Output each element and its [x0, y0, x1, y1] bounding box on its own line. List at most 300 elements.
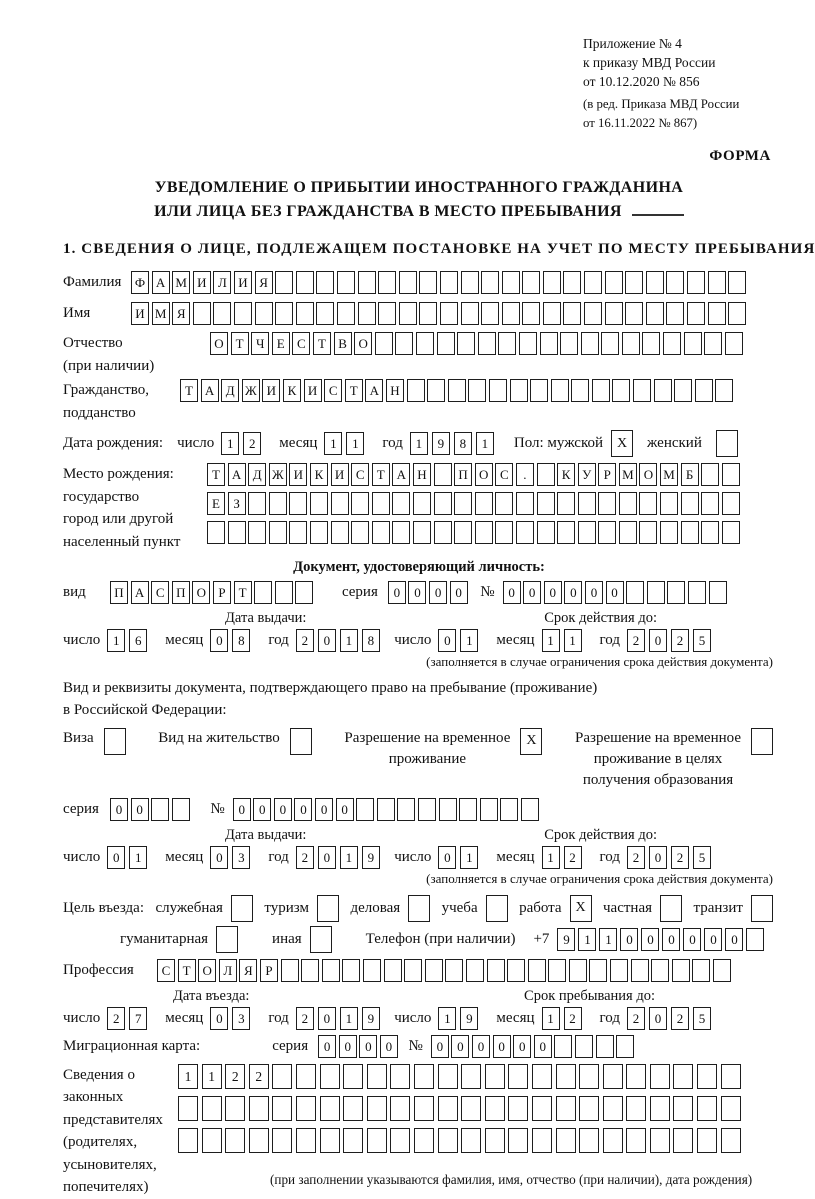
givenname-cell[interactable]: [563, 302, 581, 325]
legal-reps-cell[interactable]: [673, 1128, 693, 1153]
givenname-cell[interactable]: [419, 302, 437, 325]
doc-issue-year-cell[interactable]: 2: [296, 629, 314, 652]
entry-day-cell[interactable]: 2: [107, 1007, 125, 1030]
res-issue-month-cell[interactable]: 3: [232, 846, 250, 869]
birthplace-cell[interactable]: [578, 521, 596, 544]
doc-expiry-month-cell[interactable]: 1: [542, 629, 560, 652]
stay-day-cell[interactable]: 1: [438, 1007, 456, 1030]
birthplace-cell[interactable]: [248, 521, 266, 544]
patronymic-cell[interactable]: [642, 332, 660, 355]
patronymic-cell[interactable]: [601, 332, 619, 355]
res-series-cell[interactable]: [172, 798, 190, 821]
res-expiry-year-cell[interactable]: 2: [671, 846, 689, 869]
citizenship-cell[interactable]: [427, 379, 445, 402]
doc-issue-month-cell[interactable]: 0: [210, 629, 228, 652]
profession-cell[interactable]: Т: [178, 959, 196, 982]
profession-cell[interactable]: [281, 959, 299, 982]
temp-permit-checkbox[interactable]: X: [520, 728, 542, 755]
entry-year-cell[interactable]: 2: [296, 1007, 314, 1030]
givenname-cell[interactable]: [316, 302, 334, 325]
birthplace-cell[interactable]: А: [392, 463, 410, 486]
patronymic-cell[interactable]: [725, 332, 743, 355]
phone-digit-cell[interactable]: 0: [641, 928, 659, 951]
birth-month-cell[interactable]: 1: [324, 432, 342, 455]
birthplace-cell[interactable]: [722, 463, 740, 486]
birthplace-cell[interactable]: [681, 521, 699, 544]
legal-reps-cell[interactable]: [532, 1064, 552, 1089]
purpose-tranzit-checkbox[interactable]: [751, 895, 773, 922]
doc-number-cell[interactable]: [667, 581, 685, 604]
legal-reps-cell[interactable]: [367, 1096, 387, 1121]
legal-reps-cell[interactable]: [697, 1128, 717, 1153]
birthplace-cell[interactable]: К: [310, 463, 328, 486]
profession-cell[interactable]: Я: [239, 959, 257, 982]
birthplace-cell[interactable]: [598, 521, 616, 544]
stay-year-cell[interactable]: 5: [693, 1007, 711, 1030]
phone-digit-cell[interactable]: 0: [620, 928, 638, 951]
doc-issue-year-cell[interactable]: 1: [340, 629, 358, 652]
res-number-cell[interactable]: [418, 798, 436, 821]
legal-reps-cell[interactable]: [532, 1128, 552, 1153]
surname-cell[interactable]: И: [234, 271, 252, 294]
doc-expiry-year-cell[interactable]: 5: [693, 629, 711, 652]
legal-reps-cell[interactable]: [579, 1064, 599, 1089]
surname-cell[interactable]: [605, 271, 623, 294]
res-expiry-month-cell[interactable]: 2: [564, 846, 582, 869]
legal-reps-cell[interactable]: 2: [225, 1064, 245, 1089]
entry-year-cell[interactable]: 1: [340, 1007, 358, 1030]
birthplace-cell[interactable]: [392, 521, 410, 544]
res-number-cell[interactable]: [439, 798, 457, 821]
legal-reps-cell[interactable]: [485, 1096, 505, 1121]
doc-issue-year-cell[interactable]: 8: [362, 629, 380, 652]
profession-cell[interactable]: [445, 959, 463, 982]
purpose-rabota-checkbox[interactable]: X: [570, 895, 592, 922]
res-expiry-day-cell[interactable]: 0: [438, 846, 456, 869]
citizenship-cell[interactable]: К: [283, 379, 301, 402]
birthplace-cell[interactable]: [557, 521, 575, 544]
givenname-cell[interactable]: [646, 302, 664, 325]
birthplace-cell[interactable]: [434, 463, 452, 486]
phone-digit-cell[interactable]: 0: [704, 928, 722, 951]
birthplace-cell[interactable]: [413, 521, 431, 544]
migration-number-cell[interactable]: 0: [534, 1035, 552, 1058]
doc-type-cell[interactable]: [254, 581, 272, 604]
citizenship-cell[interactable]: [551, 379, 569, 402]
legal-reps-cell[interactable]: [697, 1096, 717, 1121]
profession-cell[interactable]: Л: [219, 959, 237, 982]
legal-reps-cell[interactable]: [438, 1128, 458, 1153]
surname-cell[interactable]: [481, 271, 499, 294]
legal-reps-cell[interactable]: [343, 1096, 363, 1121]
res-issue-year-cell[interactable]: 9: [362, 846, 380, 869]
migration-number-cell[interactable]: [554, 1035, 572, 1058]
doc-type-cell[interactable]: А: [131, 581, 149, 604]
surname-cell[interactable]: М: [172, 271, 190, 294]
birthplace-cell[interactable]: К: [557, 463, 575, 486]
res-issue-day-cell[interactable]: 0: [107, 846, 125, 869]
surname-cell[interactable]: [502, 271, 520, 294]
patronymic-cell[interactable]: [519, 332, 537, 355]
legal-reps-cell[interactable]: 1: [202, 1064, 222, 1089]
birthplace-cell[interactable]: [351, 521, 369, 544]
profession-cell[interactable]: [610, 959, 628, 982]
legal-reps-cell[interactable]: [296, 1064, 316, 1089]
legal-reps-cell[interactable]: [508, 1064, 528, 1089]
migration-number-cell[interactable]: [596, 1035, 614, 1058]
birthplace-cell[interactable]: [660, 521, 678, 544]
patronymic-cell[interactable]: [704, 332, 722, 355]
surname-cell[interactable]: [316, 271, 334, 294]
birthplace-cell[interactable]: Н: [413, 463, 431, 486]
res-issue-year-cell[interactable]: 2: [296, 846, 314, 869]
res-number-cell[interactable]: [377, 798, 395, 821]
givenname-cell[interactable]: [461, 302, 479, 325]
citizenship-cell[interactable]: С: [324, 379, 342, 402]
patronymic-cell[interactable]: Т: [313, 332, 331, 355]
stay-month-cell[interactable]: 1: [542, 1007, 560, 1030]
migration-series-cell[interactable]: 0: [318, 1035, 336, 1058]
legal-reps-cell[interactable]: [721, 1064, 741, 1089]
givenname-cell[interactable]: [522, 302, 540, 325]
surname-cell[interactable]: [522, 271, 540, 294]
patronymic-cell[interactable]: [684, 332, 702, 355]
surname-cell[interactable]: [440, 271, 458, 294]
birthplace-cell[interactable]: [413, 492, 431, 515]
citizenship-cell[interactable]: Т: [180, 379, 198, 402]
surname-cell[interactable]: [378, 271, 396, 294]
legal-reps-cell[interactable]: [603, 1096, 623, 1121]
patronymic-cell[interactable]: [457, 332, 475, 355]
profession-cell[interactable]: [569, 959, 587, 982]
legal-reps-cell[interactable]: [320, 1128, 340, 1153]
birthplace-cell[interactable]: Д: [248, 463, 266, 486]
citizenship-cell[interactable]: Ж: [242, 379, 260, 402]
surname-cell[interactable]: [337, 271, 355, 294]
surname-cell[interactable]: [646, 271, 664, 294]
res-number-cell[interactable]: [480, 798, 498, 821]
legal-reps-cell[interactable]: [414, 1128, 434, 1153]
doc-number-cell[interactable]: [626, 581, 644, 604]
doc-number-cell[interactable]: 0: [585, 581, 603, 604]
patronymic-cell[interactable]: Т: [231, 332, 249, 355]
citizenship-cell[interactable]: А: [201, 379, 219, 402]
profession-cell[interactable]: [528, 959, 546, 982]
givenname-cell[interactable]: [625, 302, 643, 325]
doc-expiry-year-cell[interactable]: 2: [627, 629, 645, 652]
birth-day-cell[interactable]: 2: [243, 432, 261, 455]
surname-cell[interactable]: [584, 271, 602, 294]
residence-permit-checkbox[interactable]: [290, 728, 312, 755]
profession-cell[interactable]: С: [157, 959, 175, 982]
legal-reps-cell[interactable]: [272, 1096, 292, 1121]
stay-year-cell[interactable]: 0: [649, 1007, 667, 1030]
res-number-cell[interactable]: 0: [336, 798, 354, 821]
legal-reps-cell[interactable]: [650, 1128, 670, 1153]
birthplace-cell[interactable]: М: [619, 463, 637, 486]
profession-cell[interactable]: О: [198, 959, 216, 982]
phone-digit-cell[interactable]: 0: [725, 928, 743, 951]
citizenship-cell[interactable]: [407, 379, 425, 402]
birth-month-cell[interactable]: 1: [346, 432, 364, 455]
birthplace-cell[interactable]: [722, 492, 740, 515]
legal-reps-cell[interactable]: [296, 1128, 316, 1153]
res-issue-year-cell[interactable]: 0: [318, 846, 336, 869]
citizenship-cell[interactable]: И: [304, 379, 322, 402]
patronymic-cell[interactable]: О: [354, 332, 372, 355]
legal-reps-cell[interactable]: [320, 1096, 340, 1121]
doc-number-cell[interactable]: [709, 581, 727, 604]
surname-cell[interactable]: [666, 271, 684, 294]
birthplace-cell[interactable]: [310, 492, 328, 515]
legal-reps-cell[interactable]: [721, 1128, 741, 1153]
citizenship-cell[interactable]: [448, 379, 466, 402]
res-issue-month-cell[interactable]: 0: [210, 846, 228, 869]
citizenship-cell[interactable]: А: [365, 379, 383, 402]
legal-reps-cell[interactable]: [461, 1128, 481, 1153]
birthplace-cell[interactable]: [516, 492, 534, 515]
surname-cell[interactable]: [461, 271, 479, 294]
legal-reps-cell[interactable]: [367, 1064, 387, 1089]
givenname-cell[interactable]: Я: [172, 302, 190, 325]
legal-reps-cell[interactable]: [508, 1128, 528, 1153]
stay-day-cell[interactable]: 9: [460, 1007, 478, 1030]
doc-number-cell[interactable]: 0: [503, 581, 521, 604]
birthplace-cell[interactable]: [619, 521, 637, 544]
sex-female-checkbox[interactable]: [716, 430, 738, 457]
legal-reps-cell[interactable]: [626, 1064, 646, 1089]
purpose-ucheba-checkbox[interactable]: [486, 895, 508, 922]
birthplace-cell[interactable]: [619, 492, 637, 515]
purpose-gumanitarnaya-checkbox[interactable]: [216, 926, 238, 953]
res-expiry-year-cell[interactable]: 2: [627, 846, 645, 869]
birthplace-cell[interactable]: [207, 521, 225, 544]
givenname-cell[interactable]: [275, 302, 293, 325]
legal-reps-cell[interactable]: [626, 1128, 646, 1153]
profession-cell[interactable]: [651, 959, 669, 982]
res-number-cell[interactable]: [356, 798, 374, 821]
citizenship-cell[interactable]: [612, 379, 630, 402]
migration-series-cell[interactable]: 0: [380, 1035, 398, 1058]
givenname-cell[interactable]: [234, 302, 252, 325]
profession-cell[interactable]: [466, 959, 484, 982]
birthplace-cell[interactable]: [248, 492, 266, 515]
givenname-cell[interactable]: [687, 302, 705, 325]
profession-cell[interactable]: [631, 959, 649, 982]
legal-reps-cell[interactable]: [508, 1096, 528, 1121]
legal-reps-cell[interactable]: [673, 1064, 693, 1089]
purpose-turizm-checkbox[interactable]: [317, 895, 339, 922]
profession-cell[interactable]: [363, 959, 381, 982]
profession-cell[interactable]: [713, 959, 731, 982]
res-expiry-year-cell[interactable]: 5: [693, 846, 711, 869]
birthplace-cell[interactable]: Р: [598, 463, 616, 486]
surname-cell[interactable]: [563, 271, 581, 294]
legal-reps-cell[interactable]: [367, 1128, 387, 1153]
birthplace-cell[interactable]: [289, 521, 307, 544]
givenname-cell[interactable]: И: [131, 302, 149, 325]
patronymic-cell[interactable]: [663, 332, 681, 355]
birthplace-cell[interactable]: .: [516, 463, 534, 486]
doc-expiry-day-cell[interactable]: 0: [438, 629, 456, 652]
givenname-cell[interactable]: [728, 302, 746, 325]
legal-reps-cell[interactable]: [202, 1128, 222, 1153]
surname-cell[interactable]: [358, 271, 376, 294]
profession-cell[interactable]: [425, 959, 443, 982]
migration-number-cell[interactable]: 0: [451, 1035, 469, 1058]
surname-cell[interactable]: [728, 271, 746, 294]
migration-number-cell[interactable]: 0: [431, 1035, 449, 1058]
doc-type-cell[interactable]: [275, 581, 293, 604]
birthplace-cell[interactable]: А: [228, 463, 246, 486]
res-series-cell[interactable]: [151, 798, 169, 821]
surname-cell[interactable]: [296, 271, 314, 294]
birthplace-cell[interactable]: [639, 521, 657, 544]
patronymic-cell[interactable]: [622, 332, 640, 355]
profession-cell[interactable]: [548, 959, 566, 982]
legal-reps-cell[interactable]: [721, 1096, 741, 1121]
patronymic-cell[interactable]: [560, 332, 578, 355]
legal-reps-cell[interactable]: [556, 1064, 576, 1089]
givenname-cell[interactable]: [399, 302, 417, 325]
res-number-cell[interactable]: [397, 798, 415, 821]
givenname-cell[interactable]: [213, 302, 231, 325]
profession-cell[interactable]: [487, 959, 505, 982]
birthplace-cell[interactable]: [310, 521, 328, 544]
legal-reps-cell[interactable]: [673, 1096, 693, 1121]
res-series-cell[interactable]: 0: [131, 798, 149, 821]
birthplace-cell[interactable]: [537, 463, 555, 486]
birthplace-cell[interactable]: [269, 521, 287, 544]
birthplace-cell[interactable]: С: [351, 463, 369, 486]
res-expiry-year-cell[interactable]: 0: [649, 846, 667, 869]
migration-series-cell[interactable]: 0: [339, 1035, 357, 1058]
givenname-cell[interactable]: [337, 302, 355, 325]
birthplace-cell[interactable]: [578, 492, 596, 515]
patronymic-cell[interactable]: С: [292, 332, 310, 355]
sex-male-checkbox[interactable]: X: [611, 430, 633, 457]
doc-expiry-year-cell[interactable]: 0: [649, 629, 667, 652]
legal-reps-cell[interactable]: [225, 1096, 245, 1121]
res-expiry-month-cell[interactable]: 1: [542, 846, 560, 869]
res-number-cell[interactable]: [459, 798, 477, 821]
legal-reps-cell[interactable]: [390, 1128, 410, 1153]
givenname-cell[interactable]: [378, 302, 396, 325]
birthplace-cell[interactable]: [269, 492, 287, 515]
birthplace-cell[interactable]: [537, 492, 555, 515]
migration-number-cell[interactable]: [575, 1035, 593, 1058]
surname-cell[interactable]: [543, 271, 561, 294]
birthplace-cell[interactable]: [331, 521, 349, 544]
phone-digit-cell[interactable]: 9: [557, 928, 575, 951]
legal-reps-cell[interactable]: [343, 1064, 363, 1089]
patronymic-cell[interactable]: [581, 332, 599, 355]
birthplace-cell[interactable]: [331, 492, 349, 515]
birthplace-cell[interactable]: С: [495, 463, 513, 486]
patronymic-cell[interactable]: Ч: [251, 332, 269, 355]
surname-cell[interactable]: [708, 271, 726, 294]
doc-series-cell[interactable]: 0: [429, 581, 447, 604]
birthplace-cell[interactable]: [598, 492, 616, 515]
legal-reps-cell[interactable]: [626, 1096, 646, 1121]
citizenship-cell[interactable]: [571, 379, 589, 402]
legal-reps-cell[interactable]: [390, 1096, 410, 1121]
citizenship-cell[interactable]: [715, 379, 733, 402]
edu-permit-checkbox[interactable]: [751, 728, 773, 755]
phone-digit-cell[interactable]: 1: [578, 928, 596, 951]
birthplace-cell[interactable]: Т: [372, 463, 390, 486]
patronymic-cell[interactable]: [540, 332, 558, 355]
res-series-cell[interactable]: 0: [110, 798, 128, 821]
surname-cell[interactable]: [275, 271, 293, 294]
citizenship-cell[interactable]: Т: [345, 379, 363, 402]
doc-number-cell[interactable]: [688, 581, 706, 604]
doc-type-cell[interactable]: [295, 581, 313, 604]
profession-cell[interactable]: [322, 959, 340, 982]
birthplace-cell[interactable]: [228, 521, 246, 544]
birthplace-cell[interactable]: [475, 492, 493, 515]
surname-cell[interactable]: Ф: [131, 271, 149, 294]
legal-reps-cell[interactable]: 1: [178, 1064, 198, 1089]
legal-reps-cell[interactable]: [296, 1096, 316, 1121]
doc-number-cell[interactable]: [647, 581, 665, 604]
citizenship-cell[interactable]: [633, 379, 651, 402]
migration-series-cell[interactable]: 0: [359, 1035, 377, 1058]
profession-cell[interactable]: [672, 959, 690, 982]
doc-type-cell[interactable]: Р: [213, 581, 231, 604]
legal-reps-cell[interactable]: [178, 1096, 198, 1121]
profession-cell[interactable]: [404, 959, 422, 982]
patronymic-cell[interactable]: [437, 332, 455, 355]
birthplace-cell[interactable]: П: [454, 463, 472, 486]
doc-type-cell[interactable]: П: [172, 581, 190, 604]
givenname-cell[interactable]: [481, 302, 499, 325]
legal-reps-cell[interactable]: [249, 1128, 269, 1153]
birthplace-cell[interactable]: [537, 521, 555, 544]
legal-reps-cell[interactable]: [697, 1064, 717, 1089]
citizenship-cell[interactable]: [695, 379, 713, 402]
surname-cell[interactable]: [419, 271, 437, 294]
phone-digit-cell[interactable]: [746, 928, 764, 951]
legal-reps-cell[interactable]: [556, 1128, 576, 1153]
birth-year-cell[interactable]: 1: [410, 432, 428, 455]
legal-reps-cell[interactable]: [603, 1064, 623, 1089]
legal-reps-cell[interactable]: [272, 1128, 292, 1153]
birthplace-cell[interactable]: Б: [681, 463, 699, 486]
birthplace-cell[interactable]: И: [331, 463, 349, 486]
doc-series-cell[interactable]: 0: [408, 581, 426, 604]
birthplace-cell[interactable]: И: [289, 463, 307, 486]
citizenship-cell[interactable]: [530, 379, 548, 402]
birthplace-cell[interactable]: [701, 463, 719, 486]
stay-year-cell[interactable]: 2: [671, 1007, 689, 1030]
birthplace-cell[interactable]: [722, 521, 740, 544]
givenname-cell[interactable]: [440, 302, 458, 325]
profession-cell[interactable]: [692, 959, 710, 982]
givenname-cell[interactable]: [502, 302, 520, 325]
res-number-cell[interactable]: 0: [233, 798, 251, 821]
birthplace-cell[interactable]: [701, 521, 719, 544]
migration-number-cell[interactable]: 0: [472, 1035, 490, 1058]
givenname-cell[interactable]: [666, 302, 684, 325]
entry-month-cell[interactable]: 0: [210, 1007, 228, 1030]
profession-cell[interactable]: [384, 959, 402, 982]
legal-reps-cell[interactable]: [438, 1064, 458, 1089]
migration-number-cell[interactable]: 0: [493, 1035, 511, 1058]
birth-year-cell[interactable]: 9: [432, 432, 450, 455]
doc-type-cell[interactable]: П: [110, 581, 128, 604]
purpose-inaya-checkbox[interactable]: [310, 926, 332, 953]
